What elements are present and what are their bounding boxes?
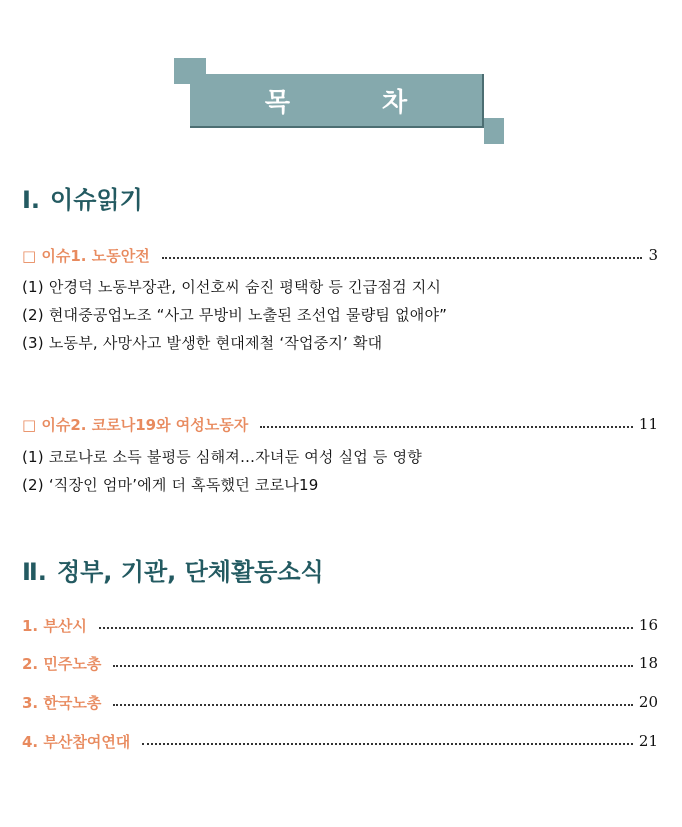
- toc-entry-label: 3. 한국노총: [22, 693, 102, 712]
- toc-page-number: 20: [638, 693, 658, 711]
- toc-page-number: 3: [648, 246, 658, 264]
- toc-title-banner: [174, 58, 504, 144]
- toc-entry-label: 1. 부산시: [22, 616, 87, 635]
- title-char-1: 목: [264, 87, 290, 118]
- toc-entry-issue-2[interactable]: [22, 413, 658, 435]
- toc-entry-label: □ 이슈1. 노동안전: [22, 246, 150, 265]
- toc-leader-dots: [260, 426, 633, 428]
- toc-subitem: (1) 코로나로 소득 불평등 심해져…자녀둔 여성 실업 등 영향: [22, 448, 422, 466]
- toc-page-number: 21: [638, 732, 658, 750]
- section-1-title: 이슈읽기: [50, 186, 143, 214]
- title-decor-square-bottom-right: [484, 118, 504, 144]
- section-2-numeral: Ⅱ.: [22, 558, 47, 586]
- toc-subitem: (2) 현대중공업노조 “사고 무방비 노출된 조선업 물량팀 없애야”: [22, 306, 448, 324]
- toc-subitem: (2) ‘직장인 엄마’에게 더 혹독했던 코로나19: [22, 476, 319, 494]
- toc-entry-kctu[interactable]: [22, 652, 658, 674]
- toc-entry-fktu[interactable]: [22, 691, 658, 713]
- toc-entry-issue-1[interactable]: [22, 244, 658, 266]
- section-1-heading: [22, 180, 143, 215]
- toc-page-number: 18: [638, 654, 658, 672]
- toc-leader-dots: [113, 704, 633, 706]
- toc-subitem: (3) 노동부, 사망사고 발생한 현대제철 ‘작업중지’ 확대: [22, 334, 383, 352]
- toc-subitem: (1) 안경덕 노동부장관, 이선호씨 숨진 평택항 등 긴급점검 지시: [22, 278, 442, 296]
- toc-title: [190, 74, 484, 128]
- toc-entry-label: □ 이슈2. 코로나19와 여성노동자: [22, 415, 249, 434]
- toc-page-number: 11: [638, 415, 658, 433]
- toc-entry-busan-pspd[interactable]: [22, 730, 658, 752]
- section-2-heading: [22, 552, 324, 587]
- toc-page-number: 16: [638, 616, 658, 634]
- section-2-title: 정부, 기관, 단체활동소식: [56, 558, 324, 586]
- title-char-2: 차: [382, 87, 408, 118]
- toc-leader-dots: [162, 257, 643, 259]
- toc-entry-busan-city[interactable]: [22, 614, 658, 636]
- toc-leader-dots: [113, 665, 633, 667]
- toc-leader-dots: [142, 743, 633, 745]
- toc-entry-label: 2. 민주노총: [22, 654, 102, 673]
- toc-leader-dots: [99, 627, 633, 629]
- section-1-numeral: Ⅰ.: [22, 186, 41, 214]
- toc-entry-label: 4. 부산참여연대: [22, 732, 131, 751]
